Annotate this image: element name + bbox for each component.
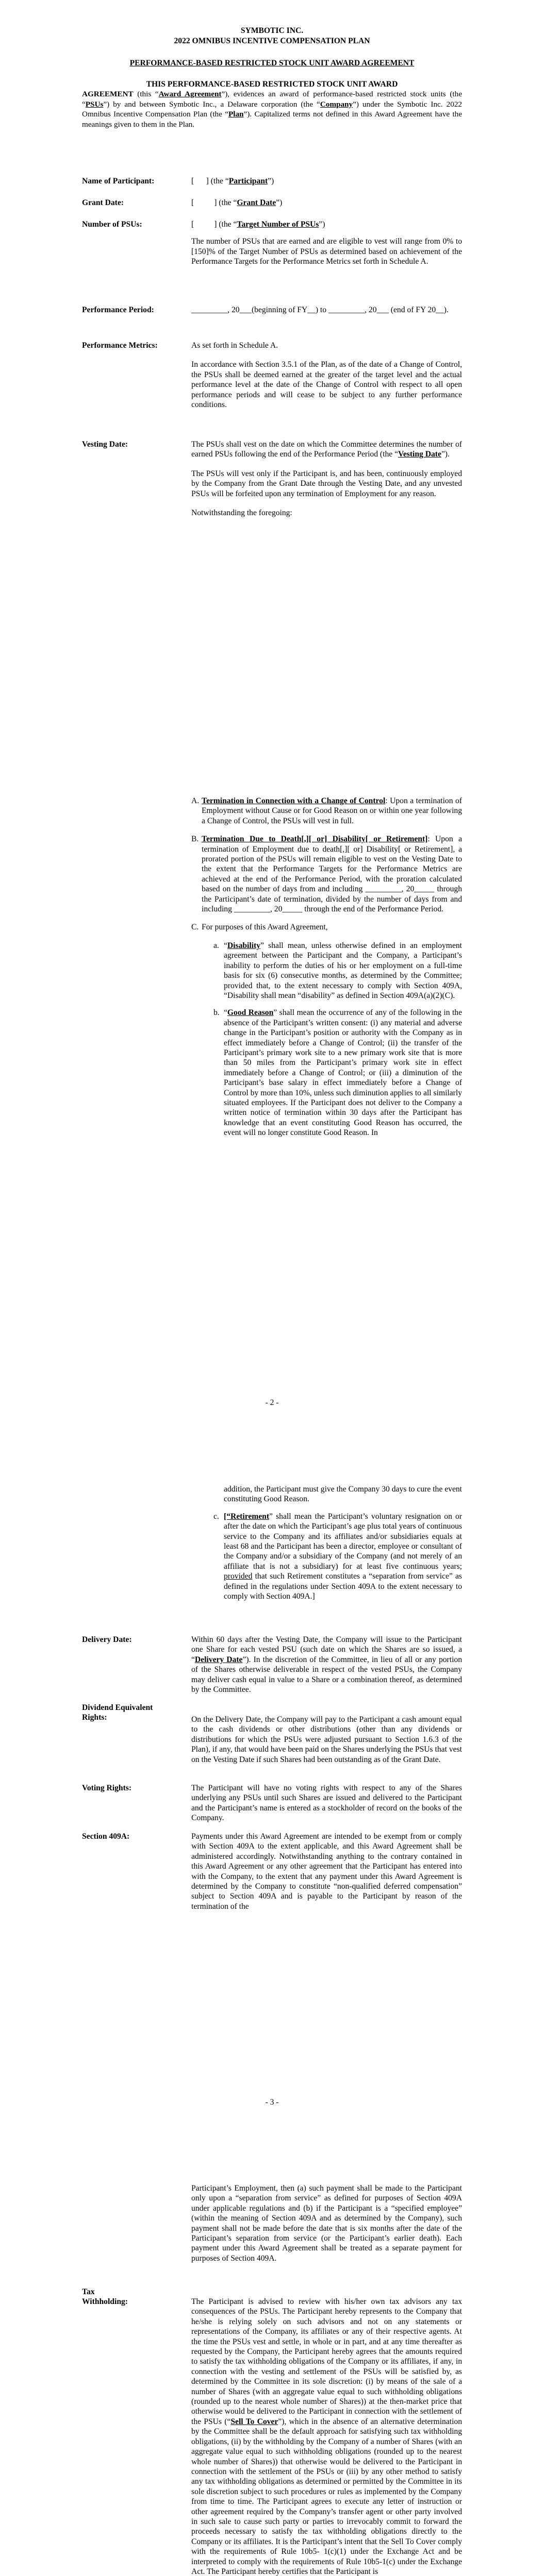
participant-bracket-open: [ (191, 177, 194, 185)
grant-date-label: Grant Date: (82, 198, 124, 207)
participant-end: ”) (268, 177, 274, 185)
intro-heading: THIS PERFORMANCE-BASED RESTRICTED STOCK UNIT AWARD (146, 80, 398, 89)
page-number-2: - 2 - (265, 1398, 279, 1407)
section-409a-value: Payments under this Award Agreement are intended to be exempt from or comply with Section 409A to the extent applicable, and this Award Agreement shall be administered accordingly. Notwithstanding anything to the contrary contained in this Award Agreement or any other agreement that the Participant has entered into with the Company, to the extent that any payment under this Award Agreement is determined by the Company to constitute “non-qualified deferred compensation” subject to Section 409A and is payable to the Participant by reason of the termination of the (191, 1832, 462, 1911)
term-award-agreement: Award Agreement (158, 90, 222, 99)
grant-date-end: ”) (276, 198, 283, 207)
item-b-title: Termination Due to Death[,][ or] Disability[ or Retirement] (202, 835, 428, 844)
dividend-label-line-1: Dividend Equivalent (82, 1703, 153, 1712)
sub-item-c-marker: c. (213, 1512, 219, 1521)
item-a-text: : Upon a termination of Employment without Cause or for Good Reason on or within one year following a Change of Control, the PSUs will vest in full. (202, 796, 462, 825)
term-plan: Plan (228, 110, 244, 119)
sub-item-b: b. “Good Reason” shall mean the occurrence of any of the following in the absence of the Participant’s written consent: (i) any material and adverse change in the Participant’s position or authority with the Company as in effect immediately before a Change of Control; (ii) the transfer of the Participant’s primary work site to a new primary work site that is more than 50 miles from the Participant’s primary work site in effect immediately before a Change of Control; or (iii) a diminution of the Participant’s base salary in effect immediately before a Change of Control by more than 10%, unless such diminution applies to all similarly situated employees. If the Participant does not deliver to the Company a written notice of termination within 30 days after the Participant has knowledge that an event constituting Good Reason has occurred, the event will no longer constitute Good Reason. In (213, 1008, 463, 1138)
dividend-label-line-2: Rights: (82, 1713, 107, 1722)
item-a (191, 796, 462, 826)
provided-word: provided (224, 1572, 253, 1581)
grant-date-value (191, 198, 462, 208)
intro-text-5: ”). Capitalized terms not defined in this Award Agreement have the meanings given to them in the Plan. (82, 110, 462, 129)
page-2-list (191, 796, 462, 1145)
sub-item-a-marker: a. (213, 941, 219, 950)
sub-item-a: a. “Disability” shall mean, unless otherwise defined in an employment agreement between the Participant and the Company, a Participant’s inability to perform the duties of his or her employment on a full-time basis for six (6) consecutive months, as determined by the Committee; provided that, to the extent necessary to comply with Section 409A, “Disability shall mean “disability” as defined in Section 409A(a)(2)(C). (213, 941, 462, 1000)
tax-label-line-1: Tax (82, 2287, 95, 2296)
num-psus-end: ”) (319, 220, 325, 229)
item-a-marker: A. (191, 796, 200, 805)
participant-the: (the “ (210, 177, 229, 185)
plan-title: 2022 OMNIBUS INCENTIVE COMPENSATION PLAN (174, 37, 370, 45)
vesting-date-p3: Notwithstanding the foregoing: (191, 509, 292, 518)
sub-item-a-text: ” shall mean, unless otherwise defined in an employment agreement between the Participant and the Company, a Participant’s inability to perform the duties of his or her employment on a full-time basis for six (6) consecutive months, as determined by the Committee; provided that, to the extent necessary to comply with Section 409A, “Disability shall mean “disability” as defined in Section 409A(a)(2)(C). (224, 941, 462, 1000)
performance-metrics-p1: As set forth in Schedule A. (191, 341, 278, 350)
term-good-reason: Good Reason (227, 1008, 274, 1018)
tax-text-a: The Participant is advised to review with his/her own tax advisors any tax consequences of the PSUs. The Participant hereby represents to the Company that he/she is relying solely on such advisors and not on any statements or representations of the Company, its affiliates or any of their respective agents. At the time the PSUs vest and settle, in whole or in part, and at any time thereafter as requested by the Company, the Participant hereby agrees that the amounts required to satisfy the tax withholding obligations of the Company or its affiliates, if any, in connection with the vesting and settlement of the PSUs will be satisfied by, as determined by the Committee in its sole discretion: (i) by means of the sale of a number of Shares (with an aggregate value equal to such withholding obligations (rounded up to the nearest whole number of Shares)) at the then-market price that otherwise would be delivered to the Participant in connection with the settlement of the PSUs (“ (191, 2297, 462, 2426)
term-sell-to-cover: Sell To Cover (230, 2417, 278, 2426)
item-b (191, 834, 462, 914)
tax-text-b: ”), which in the absence of an alternative determination by the Committee shall be the default approach for satisfying such tax withholding obligations, (ii) by the withholding by the Company of a number of Shares (with an aggregate value equal to such withholding obligations (rounded up to the nearest whole number of Shares)) that otherwise would be delivered to the Participant in connection with the settlement of the PSUs or (iii) by any other method to satisfy any tax withholding obligations as determined or permitted by the Committee in its sole discretion subject to such procedures or rules as implemented by the Company from time to time. The Participant agrees to execute any letter of instruction or other agreement required by the Company’s transfer agent or other party involved in such sale to cause such party or parties to irrevocably commit to forward the proceeds necessary to satisfy the tax withholding obligations directly to the Company or its affiliates. It is the Participant’s intent that the Sell To Cover comply with the requirements of Rule 10b5- 1(c)(1) under the Exchange Act and be interpreted to comply with the requirements of Rule 10b5-1(c) under the Exchange Act. The Participant hereby certifies that the Participant is (191, 2417, 463, 2576)
sub-item-b-text: ” shall mean the occurrence of any of the following in the absence of the Participant’s written consent: (i) any material and adverse change in the Participant’s position or authority with the Company as in effect immediately before a Change of Control; (ii) the transfer of the Participant’s primary work site to a new primary work site that is more than 50 miles from the Participant’s primary work site in effect immediately before a Change of Control; or (iii) a diminution of the Participant’s base salary in effect immediately before a Change of Control by more than 10%, unless such diminution applies to all similarly situated employees. If the Participant does not deliver to the Company a written notice of termination within 30 days after the Participant has knowledge that an event constituting Good Reason has occurred, the event will no longer constitute Good Reason. In (224, 1008, 463, 1138)
section-409a-label: Section 409A: (82, 1832, 130, 1841)
num-psus-value (191, 219, 462, 276)
participant-value (191, 176, 462, 186)
sub-item-c-text-2: that such Retirement constitutes a “separation from service” as defined in the regulations under Section 409A to the extent necessary to comply with Section 409A.] (224, 1572, 462, 1601)
term-delivery-date: Delivery Date (194, 1655, 243, 1664)
num-psus-label: Number of PSUs: (82, 220, 142, 229)
intro-text-1: (this “ (133, 90, 159, 99)
delivery-date-value (191, 1635, 462, 1694)
tax-label-line-2: Withholding: (82, 2297, 128, 2307)
vesting-date-value (191, 439, 462, 527)
performance-metrics-value (191, 341, 462, 419)
dividend-value: On the Delivery Date, the Company will pay to the Participant a cash amount equal to the cash dividends or other distributions (other than any dividends or distributions for which the PSUs were adjusted pursuant to Section 1.6.3 of the Plan), if any, that would have been paid on the Shares underlying the PSUs that vest on the Vesting Date if such Shares had been outstanding as of the Grant Date. (191, 1715, 462, 1764)
num-psus-the: (the “ (219, 220, 237, 229)
term-participant: Participant (228, 177, 268, 185)
intro-text-3: ”) by and between Symbotic Inc., a Delaware corporation (the “ (103, 99, 320, 109)
page-number-3: - 3 - (265, 2098, 279, 2107)
grant-date-the: (the “ (219, 198, 237, 207)
performance-period-value: _________, 20___(beginning of FY__) to _________, 20___ (end of FY 20__). (191, 306, 449, 314)
sub-item-c (191, 1512, 462, 1602)
intro-agreement-word: AGREEMENT (82, 90, 134, 99)
grant-date-bracket-open: [ (191, 198, 194, 207)
agreement-title: PERFORMANCE-BASED RESTRICTED STOCK UNIT AWARD AGREEMENT (129, 59, 415, 67)
vesting-date-p1a: The PSUs shall vest on the date on which the Committee determines the number of earned PSUs following the end of the Performance Period (the “ (191, 440, 462, 459)
performance-metrics-p2: In accordance with Section 3.5.1 of the Plan, as of the date of a Change of Control, the PSUs shall be deemed earned at the greater of the target level and the actual performance level at the date of the Change of Control with respect to all open performance periods and will cease to be subject to any further performance conditions. (191, 360, 462, 410)
section-409a-continued: Participant’s Employment, then (a) such payment shall be made to the Participant only upon a “separation from service” as defined for purposes of Section 409A under applicable regulations and (b) if the Participant is a “specified employee” (within the meaning of Section 409A and as determined by the Company), such payment shall not be made before the date that is six months after the date of the Participant’s separation from service (or the Participant’s earlier death). Each payment under this Award Agreement shall be treated as a separate payment for purposes of Section 409A. (191, 2184, 462, 2263)
delivery-text-b: ”). In the discretion of the Committee, in lieu of all or any portion of the Shares otherwise deliverable in respect of the vested PSUs, the Company may deliver cash equal in value to a Share or a combination thereof, as determined by the Committee. (191, 1655, 462, 1694)
vesting-date-label: Vesting Date: (82, 440, 128, 449)
item-c-marker: C. (191, 923, 199, 932)
participant-label: Name of Participant: (82, 177, 155, 185)
num-psus-bracket-close: ] (214, 220, 217, 229)
tax-withholding-value (191, 2297, 462, 2576)
term-target-number-psus: Target Number of PSUs (237, 220, 319, 229)
item-c-text: For purposes of this Award Agreement, (202, 923, 328, 932)
num-psus-description: The number of PSUs that are earned and are eligible to vest will range from 0% to [150]% of the Target Number of PSUs as determined based on achievement of the Performance Targets for the Performance Metrics set forth in Schedule A. (191, 237, 462, 266)
grant-date-bracket-close: ] (214, 198, 217, 207)
intro-text-4: ”) under the Symbotic Inc. 2022 Omnibus Incentive Compensation Plan (the “ (82, 99, 463, 119)
good-reason-continued: addition, the Participant must give the Company 30 days to cure the event constituting Good Reason. (224, 1485, 462, 1504)
tax-withholding-label (82, 2287, 177, 2307)
vesting-date-p2: The PSUs will vest only if the Participant is, and has been, continuously employed by the Company from the Grant Date through the Vesting Date, and any unvested PSUs will be forfeited upon any termination of Employment for any reason. (191, 469, 462, 498)
item-c (191, 922, 462, 932)
voting-rights-value: The Participant will have no voting rights with respect to any of the Shares underlying any PSUs until such Shares are issued and delivered to the Participant and the Participant’s name is entered as a stockholder of record on the books of the Company. (191, 1784, 462, 1823)
term-psus: PSUs (85, 99, 104, 109)
intro-paragraph (82, 79, 462, 129)
term-disability: Disability (227, 941, 261, 950)
delivery-date-label: Delivery Date: (82, 1635, 132, 1644)
voting-rights-label: Voting Rights: (82, 1784, 132, 1792)
sub-item-c-text-1: ” shall mean the Participant’s voluntary resignation on or after the date on which the Participant’s age plus total years of continuous service to the Company and its affiliates and/or subsidiaries equals at least 68 and the Participant has been a director, employee or consultant of the Company and/or a subsidiary of the Company (and not merely of an affiliate that is not a subsidiary) for at least five continuous years; (224, 1512, 462, 1571)
num-psus-bracket-open: [ (191, 220, 194, 229)
dividend-label (82, 1703, 177, 1723)
delivery-text-a: Within 60 days after the Vesting Date, the Company will issue to the Participant one Share for each vested PSU (such date on which the Shares are so issued, a “ (191, 1635, 462, 1664)
vesting-date-p1b: ”). (441, 450, 450, 459)
intro-text-2: ”), evidences an award of performance-based restricted stock units (the “ (82, 90, 462, 109)
item-b-marker: B. (191, 835, 199, 844)
performance-metrics-label: Performance Metrics: (82, 341, 158, 350)
item-b-text: : Upon a termination of Employment due to death[,][ or] Disability[ or Retirement], a prorated portion of the PSUs will remain eligible to vest on the Vesting Date to the extent that the Performance Targets for the Performance Metrics are achieved at the end of the Performance Period, with the proration calculated based on the number of days from and including _________, 20_____ through the Participant’s date of termination, divided by the number of days from and including _________, 20_____ through the end of the Performance Period. (202, 835, 462, 914)
company-name: SYMBOTIC INC. (240, 26, 304, 35)
item-a-title: Termination in Connection with a Change of Control (202, 796, 386, 805)
term-vesting-date: Vesting Date (398, 450, 441, 459)
sub-item-b-marker: b. (213, 1008, 220, 1018)
page-3-list (191, 1484, 462, 1608)
participant-bracket-close: ] (206, 177, 209, 185)
term-grant-date: Grant Date (237, 198, 276, 207)
performance-period-label: Performance Period: (82, 306, 154, 314)
term-company: Company (320, 99, 353, 109)
term-retirement: [“Retirement (224, 1512, 270, 1521)
